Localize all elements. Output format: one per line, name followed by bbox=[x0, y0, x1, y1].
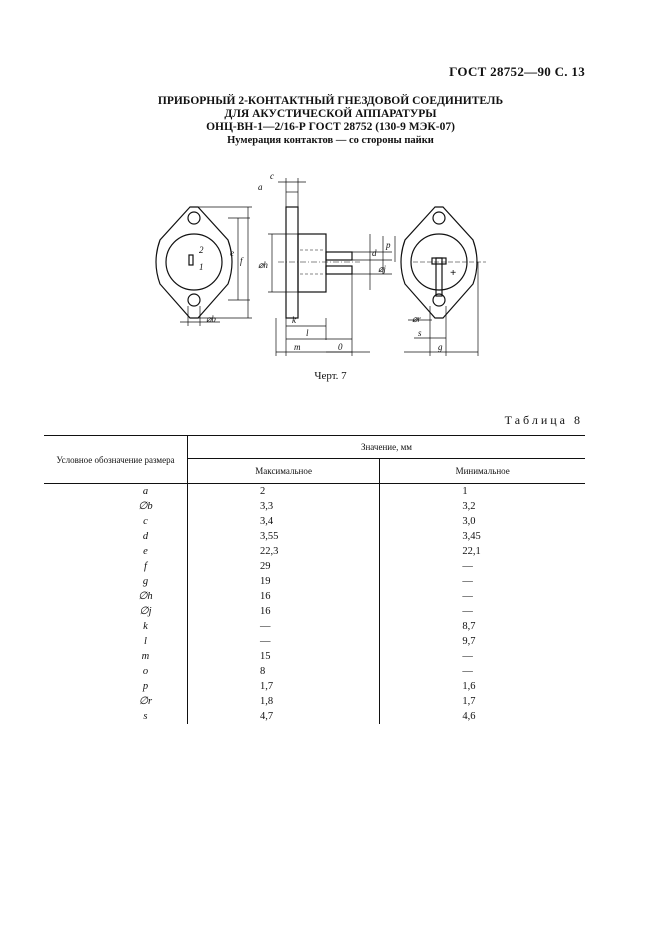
col-value-header: Значение, мм bbox=[187, 436, 585, 459]
row-max-value: 3,3 bbox=[187, 499, 379, 514]
row-max-value: 3,4 bbox=[187, 514, 379, 529]
row-symbol: d bbox=[142, 531, 149, 542]
label-d: d bbox=[372, 248, 377, 258]
row-min-value: 3,0 bbox=[380, 514, 585, 529]
row-symbol: ∅h bbox=[138, 591, 153, 602]
table-body bbox=[44, 484, 585, 725]
dimensions-table bbox=[44, 435, 585, 724]
row-min-value: — bbox=[380, 604, 585, 619]
table-row bbox=[44, 619, 585, 634]
row-symbol: k bbox=[143, 621, 148, 632]
row-symbol: m bbox=[141, 651, 150, 662]
row-max-value: 16 bbox=[187, 604, 379, 619]
table-row bbox=[44, 529, 585, 544]
row-symbol: e bbox=[143, 546, 148, 557]
row-max-value: 15 bbox=[187, 649, 379, 664]
row-min-value: 3,45 bbox=[380, 529, 585, 544]
row-min-value: 1 bbox=[380, 484, 585, 500]
row-symbol: ∅j bbox=[139, 606, 152, 617]
row-min-value: 9,7 bbox=[380, 634, 585, 649]
table-row bbox=[44, 694, 585, 709]
row-max-value: 4,7 bbox=[187, 709, 379, 724]
row-min-value: 1,6 bbox=[380, 679, 585, 694]
row-max-value: 3,55 bbox=[187, 529, 379, 544]
table-row bbox=[44, 514, 585, 529]
table-row bbox=[44, 589, 585, 604]
row-min-value: 1,7 bbox=[380, 694, 585, 709]
row-min-value: — bbox=[380, 649, 585, 664]
table-row bbox=[44, 709, 585, 724]
label-k: k bbox=[292, 315, 296, 325]
row-symbol: a bbox=[142, 486, 149, 497]
row-min-value: 8,7 bbox=[380, 619, 585, 634]
label-e: e bbox=[230, 248, 234, 258]
title-line-3: ОНЦ-ВН-1—2/16-Р ГОСТ 28752 (130-9 МЭК-07) bbox=[206, 121, 455, 133]
col-param-header: Условное обозначение размера bbox=[44, 436, 187, 484]
row-max-value: 29 bbox=[187, 559, 379, 574]
side-view bbox=[278, 207, 360, 318]
row-symbol: ∅b bbox=[138, 501, 153, 512]
label-a: a bbox=[258, 182, 263, 192]
label-h: ⌀h bbox=[258, 260, 268, 270]
connector-drawing bbox=[0, 160, 661, 365]
row-symbol: f bbox=[144, 561, 147, 572]
row-min-value: 22,1 bbox=[380, 544, 585, 559]
table-row bbox=[44, 484, 585, 500]
row-max-value: — bbox=[187, 634, 379, 649]
table-row bbox=[44, 604, 585, 619]
table-row bbox=[44, 664, 585, 679]
drawing-caption: Черт. 7 bbox=[314, 370, 347, 382]
col-max-header: Максимальное bbox=[187, 459, 379, 484]
label-c: c bbox=[270, 171, 274, 181]
row-max-value: 1,7 bbox=[187, 679, 379, 694]
row-symbol: ∅r bbox=[138, 696, 153, 707]
row-symbol: o bbox=[142, 666, 149, 677]
row-max-value: 1,8 bbox=[187, 694, 379, 709]
row-min-value: 3,2 bbox=[380, 499, 585, 514]
row-symbol: s bbox=[143, 711, 148, 722]
title-line-1: ПРИБОРНЫЙ 2-КОНТАКТНЫЙ ГНЕЗДОВОЙ СОЕДИНИТЕЛЬ bbox=[157, 95, 504, 107]
label-pin-2: 2 bbox=[199, 245, 204, 255]
label-f: f bbox=[240, 256, 243, 266]
label-b: ⌀b bbox=[206, 314, 216, 324]
rear-view bbox=[401, 207, 477, 318]
row-max-value: 2 bbox=[187, 484, 379, 500]
col-min-header: Минимальное bbox=[380, 459, 585, 484]
table-row bbox=[44, 574, 585, 589]
label-plus: + bbox=[450, 267, 457, 279]
row-symbol: l bbox=[144, 636, 147, 647]
row-min-value: — bbox=[380, 664, 585, 679]
table-row bbox=[44, 634, 585, 649]
title-line-2: ДЛЯ АКУСТИЧЕСКОЙ АППАРАТУРЫ bbox=[224, 108, 437, 120]
label-o: 0 bbox=[338, 342, 343, 352]
label-r: ⌀r bbox=[412, 314, 421, 324]
row-min-value: 4,6 bbox=[380, 709, 585, 724]
label-m: m bbox=[294, 342, 301, 352]
table-row bbox=[44, 649, 585, 664]
front-view bbox=[156, 207, 232, 318]
row-max-value: 8 bbox=[187, 664, 379, 679]
row-symbol: c bbox=[143, 516, 148, 527]
label-pin-1: 1 bbox=[199, 262, 204, 272]
row-max-value: 16 bbox=[187, 589, 379, 604]
page-header: ГОСТ 28752—90 С. 13 bbox=[449, 64, 585, 79]
label-g: g bbox=[438, 342, 443, 352]
row-symbol: p bbox=[142, 681, 149, 692]
row-max-value: 19 bbox=[187, 574, 379, 589]
label-j: ⌀j bbox=[378, 264, 386, 274]
label-l: l bbox=[306, 328, 309, 338]
table-caption: Таблица 8 bbox=[504, 413, 583, 427]
label-s: s bbox=[418, 328, 422, 338]
row-min-value: — bbox=[380, 589, 585, 604]
row-min-value: — bbox=[380, 559, 585, 574]
table-row bbox=[44, 544, 585, 559]
row-max-value: 22,3 bbox=[187, 544, 379, 559]
row-max-value: — bbox=[187, 619, 379, 634]
row-symbol: g bbox=[142, 576, 149, 587]
row-min-value: — bbox=[380, 574, 585, 589]
table-row bbox=[44, 679, 585, 694]
table-row bbox=[44, 499, 585, 514]
title-line-4: Нумерация контактов — со стороны пайки bbox=[227, 135, 434, 146]
table-row bbox=[44, 559, 585, 574]
label-p: p bbox=[386, 240, 391, 250]
